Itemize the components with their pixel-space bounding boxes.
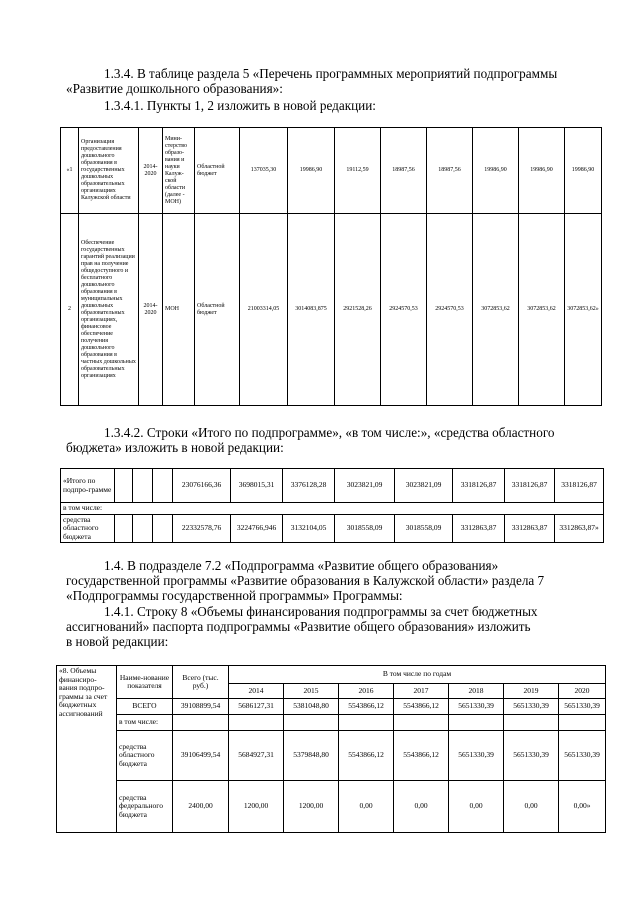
empty-cell [133,469,153,503]
value-cell: 5651330,39 [504,699,559,715]
table-row [61,214,602,406]
value-cell: 3224766,946 [231,514,283,543]
total-cell: 2400,00 [173,781,229,833]
value-cell: 3318126,87 [505,469,555,503]
row-number: «1 [61,128,79,214]
year-header: 2016 [339,684,394,699]
empty-cell [504,715,559,731]
table-row [57,699,606,715]
table-row [61,469,604,503]
column-header: В том числе по годам [229,666,606,684]
paragraph-1-3-4-1 [104,98,604,113]
table-row [57,715,606,731]
paragraph-line: в новой редакции: [66,634,169,649]
paragraph-line: государственной программы «Развитие образования в Калужской области» раздела 7 [66,573,545,588]
value-cell: 0,00 [339,781,394,833]
empty-cell [449,715,504,731]
table-row [57,781,606,833]
total-cell: 39106499,54 [173,731,229,781]
value-cell: 5684927,31 [229,731,284,781]
value-cell: 3312863,87» [555,514,604,543]
value-cell: 5543866,12 [394,699,449,715]
value-cell: 19986,90 [519,128,565,214]
value-cell: 0,00 [449,781,504,833]
value-cell: 5686127,31 [229,699,284,715]
value-cell: 3072853,62» [565,214,602,406]
value-cell: 3072853,62 [473,214,519,406]
measure-name: Организация предоставления дошкольного образования в государственных дошкольных образовательных организациях Калужской области [79,128,139,214]
paragraph-line: 1.4. В подразделе 7.2 «Подпрограмма «Развитие общего образования» [104,558,499,573]
value-cell: 19986,90 [473,128,519,214]
paragraph-1-4-1 [66,604,606,649]
empty-cell [339,715,394,731]
period: 2014-2020 [139,214,163,406]
row-heading: «8. Объемы финансиро-вания подпро-граммы за счет бюджетных ассигнований [57,666,117,833]
value-cell: 3376128,28 [283,469,335,503]
executor: Мини-стерство образо-вания и науки Калуж-ской области (далее - МОН) [163,128,195,214]
value-cell: 19112,59 [335,128,381,214]
value-cell: 5543866,12 [394,731,449,781]
value-cell: 1200,00 [284,781,339,833]
paragraph-line: 1.3.4. В таблице раздела 5 «Перечень программных мероприятий подпрограммы [104,66,558,81]
executor: МОН [163,214,195,406]
empty-cell [229,715,284,731]
empty-cell [133,514,153,543]
value-cell: 19986,90 [565,128,602,214]
value-cell: 5651330,39 [559,699,606,715]
value-cell: 3018558,09 [395,514,453,543]
financing-table [56,665,606,833]
totals-table [60,468,604,543]
year-header: 2015 [284,684,339,699]
column-header: Наиме-нование показателя [117,666,173,699]
value-cell: 22332578,76 [173,514,231,543]
table-row [61,503,604,515]
value-cell: 3023821,09 [335,469,395,503]
paragraph-line: 1.4.1. Строку 8 «Объемы финансирования подпрограммы за счет бюджетных [104,604,538,619]
row-label: в том числе: [61,503,604,515]
value-cell: 5543866,12 [339,731,394,781]
value-cell: 3318126,87 [453,469,505,503]
value-cell: 5543866,12 [339,699,394,715]
paragraph-line: 1.3.4.2. Строки «Итого по подпрограмме», «в том числе:», «средства областного [104,425,555,440]
row-label: ВСЕГО [117,699,173,715]
measure-name: Обеспечение государственных гарантий реализации прав на получение общедоступного и бесплатного дошкольного образования в муниципальных дошкольных образовательных организациях, финансовое обеспечение получения дошкольного образования в частных дошкольных образовательных организациях [79,214,139,406]
value-cell: 18987,56 [427,128,473,214]
value-cell: 19986,90 [288,128,335,214]
value-cell: 3132104,05 [283,514,335,543]
paragraph-line: «Развитие дошкольного образования»: [66,81,283,96]
value-cell: 23076166,36 [173,469,231,503]
paragraph-line: ассигнований» паспорта подпрограммы «Развитие общего образования» изложить [66,619,531,634]
year-header: 2014 [229,684,284,699]
year-header: 2019 [504,684,559,699]
value-cell: 3014083,875 [288,214,335,406]
empty-cell [394,715,449,731]
paragraph-line: «Подпрограммы государственной программы» Программы: [66,588,403,603]
value-cell: 3018558,09 [335,514,395,543]
table-header-row [57,666,606,684]
empty-cell [115,514,133,543]
empty-cell [153,469,173,503]
value-cell: 0,00 [504,781,559,833]
row-label: в том числе: [117,715,173,731]
empty-cell [284,715,339,731]
value-cell: 5379848,80 [284,731,339,781]
paragraph-1-3-4-2 [66,425,606,455]
empty-cell [559,715,606,731]
table-row [61,514,604,543]
paragraph-line: 1.3.4.1. Пункты 1, 2 изложить в новой редакции: [104,98,376,113]
value-cell: 5651330,39 [449,699,504,715]
row-label: средства федерального бюджета [117,781,173,833]
value-cell: 5381048,80 [284,699,339,715]
value-cell: 21003314,05 [240,214,288,406]
measures-table [60,127,602,406]
period: 2014-2020 [139,128,163,214]
value-cell: 3072853,62 [519,214,565,406]
value-cell: 18987,56 [381,128,427,214]
funding-source: Областной бюджет [195,128,240,214]
year-header: 2017 [394,684,449,699]
value-cell: 2921528,26 [335,214,381,406]
value-cell: 0,00» [559,781,606,833]
row-number: 2 [61,214,79,406]
value-cell: 137035,30 [240,128,288,214]
value-cell: 3312863,87 [453,514,505,543]
value-cell: 0,00 [394,781,449,833]
row-label: средства областного бюджета [61,514,115,543]
value-cell: 3023821,09 [395,469,453,503]
value-cell: 3312863,87 [505,514,555,543]
value-cell: 2924570,53 [381,214,427,406]
value-cell: 5651330,39 [449,731,504,781]
value-cell: 5651330,39 [559,731,606,781]
row-label: средства областного бюджета [117,731,173,781]
value-cell: 3318126,87 [555,469,604,503]
table-row [57,731,606,781]
paragraph-1-3-4 [66,66,606,96]
total-cell: 39108899,54 [173,699,229,715]
value-cell: 1200,00 [229,781,284,833]
paragraph-1-4 [66,558,606,603]
empty-cell [153,514,173,543]
empty-cell [115,469,133,503]
value-cell: 2924570,53 [427,214,473,406]
column-header: Всего (тыс. руб.) [173,666,229,699]
year-header: 2020 [559,684,606,699]
value-cell: 5651330,39 [504,731,559,781]
row-label: «Итого по подпро-грамме [61,469,115,503]
paragraph-line: бюджета» изложить в новой редакции: [66,440,284,455]
table-row [61,128,602,214]
empty-cell [173,715,229,731]
funding-source: Областной бюджет [195,214,240,406]
year-header: 2018 [449,684,504,699]
value-cell: 3698015,31 [231,469,283,503]
